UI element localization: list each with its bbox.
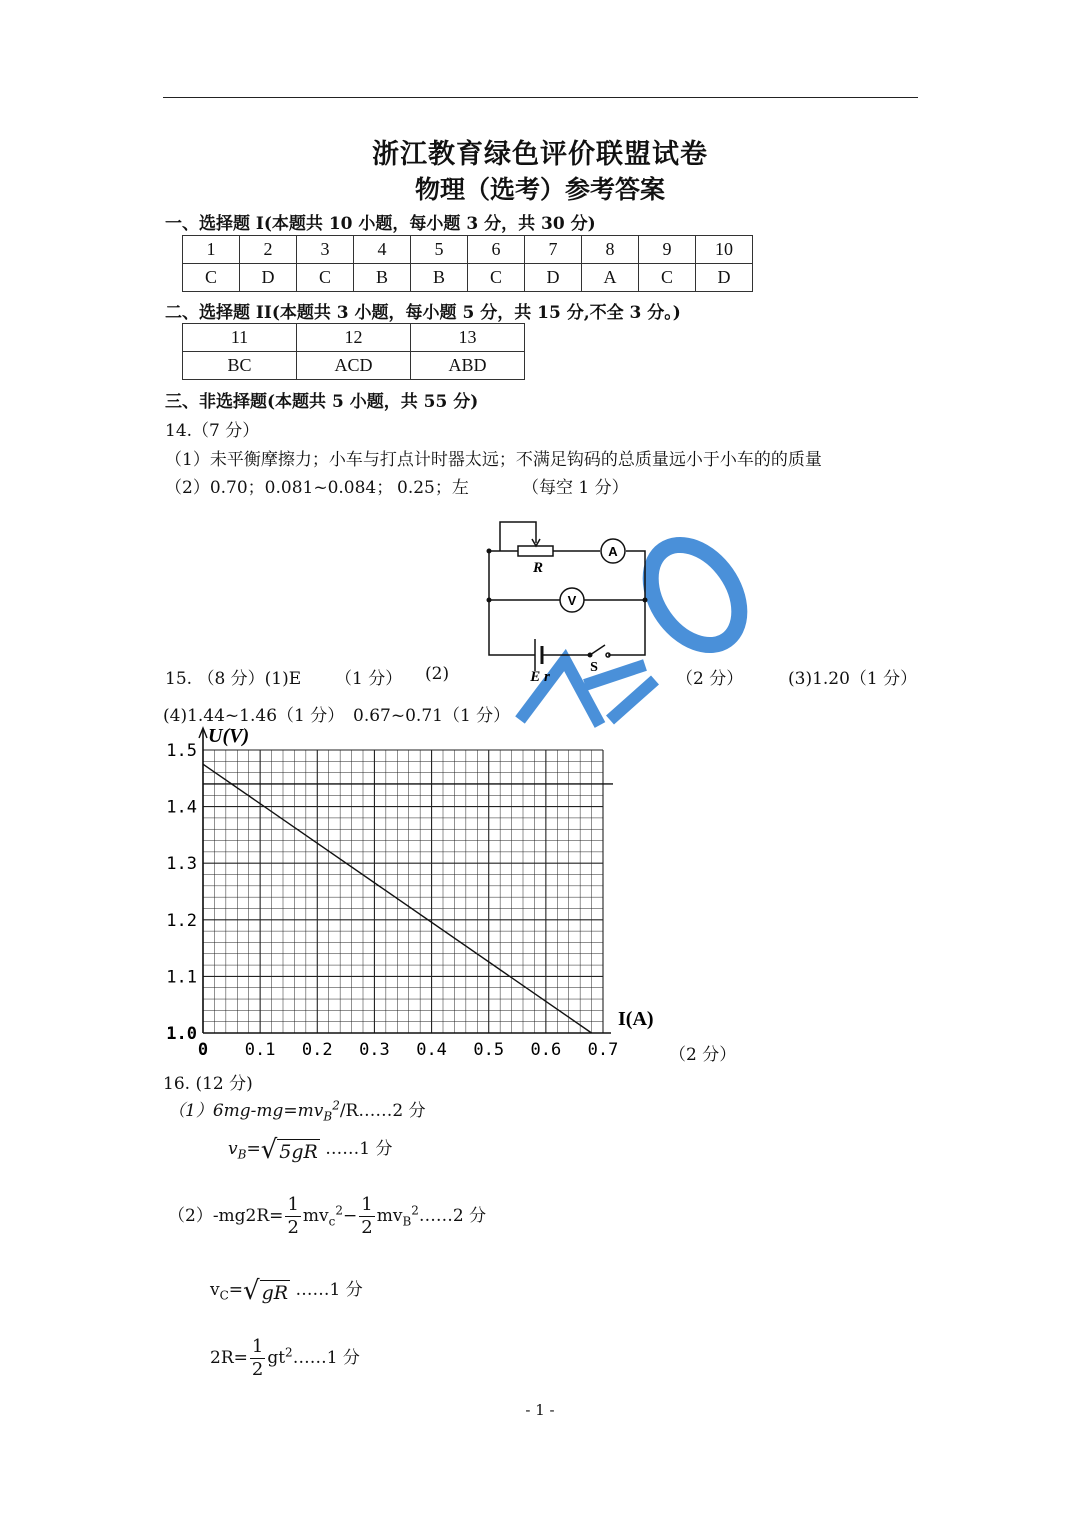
q15-line1-b: （1 分）: [335, 669, 403, 689]
table-cell: C: [639, 264, 696, 292]
y-tick-label: 1.2: [166, 910, 197, 931]
q16-eq1-tail: /R……2 分: [339, 1101, 426, 1121]
table-cell: 3: [297, 236, 354, 264]
q16-r-eq: [210, 1338, 360, 1379]
q16-vb-sub: B: [237, 1147, 247, 1162]
fraction-half: [285, 1196, 300, 1237]
q16-eq2-sup2: 2: [411, 1203, 419, 1218]
q16-vc-eq-sign: =: [228, 1280, 244, 1300]
page-title: 浙江教育绿色评价联盟试卷: [372, 139, 708, 170]
circuit-node: [487, 598, 492, 603]
table-cell: ABD: [411, 352, 525, 380]
q14-part2: （2）0.70；0.081~0.084；: [165, 478, 394, 498]
table-cell: D: [525, 264, 582, 292]
q16-eq2-mid2: mv: [376, 1206, 403, 1226]
resistor-symbol: [518, 546, 553, 556]
circuit-node: [588, 653, 593, 658]
q16-r-mid: gt: [267, 1348, 286, 1368]
fraction-denominator: 2: [251, 1359, 264, 1380]
q15-line2-b: 0.67~0.71（1 分）: [353, 706, 511, 726]
q16-vb-eq-sign: =: [246, 1139, 261, 1159]
chart-x-label: I(A): [618, 1008, 654, 1030]
battery-label: E r: [530, 669, 550, 685]
switch-label: S: [590, 660, 598, 675]
q16-eq2-sub2: B: [402, 1214, 412, 1229]
q16-vb-tail: ……1 分: [325, 1139, 393, 1159]
q15-line2-a: (4)1.44~1.46（1 分）: [163, 706, 345, 726]
chart-y-label: [208, 725, 249, 747]
fraction-numerator: 1: [251, 1336, 264, 1357]
table-cell: 5: [411, 236, 468, 264]
table-row: [183, 264, 753, 292]
table-row: [183, 352, 525, 380]
chart-axes: [199, 728, 611, 1033]
q16-vb-pre: v: [228, 1139, 238, 1159]
x-tick-label: 0.1: [244, 1040, 276, 1060]
q15-graph-score: （2 分）: [669, 1045, 737, 1065]
table-cell: C: [183, 264, 240, 292]
fraction-numerator: 1: [361, 1194, 373, 1215]
page-subtitle: 物理（选考）参考答案: [414, 175, 665, 204]
table-cell: B: [354, 264, 411, 292]
table-cell: C: [468, 264, 525, 292]
table-cell: 7: [525, 236, 582, 264]
x-tick-label: 0.6: [530, 1040, 562, 1060]
fraction-half: [359, 1196, 374, 1237]
u-i-chart: [160, 722, 680, 1067]
q16-vc-radicand: gR: [261, 1281, 289, 1304]
section2-heading: 二、选择题 II(本题共 3 小题，每小题 5 分，共 15 分,不全 3 分。): [165, 303, 681, 323]
top-rule: [163, 97, 918, 98]
q16-vc-sub: C: [219, 1288, 229, 1303]
radical-sign: √: [243, 1275, 260, 1306]
table-cell: 10: [696, 236, 753, 264]
q16-r-tail: ……1 分: [292, 1348, 360, 1368]
table-cell: D: [240, 264, 297, 292]
y-tick-label: 1.5: [166, 741, 197, 761]
q16-r-sup: 2: [285, 1345, 293, 1360]
circuit-wire-right: [608, 551, 645, 655]
x-tick-label: 0.5: [473, 1040, 505, 1060]
fraction-denominator: 2: [287, 1217, 299, 1238]
fraction-denominator: 2: [361, 1217, 373, 1238]
table-cell: C: [297, 264, 354, 292]
x-tick-label: 0.4: [416, 1040, 447, 1060]
ammeter-label: A: [608, 544, 618, 559]
chart-grid: [203, 750, 603, 1033]
table-cell: 4: [354, 236, 411, 264]
q16-vb-radicand: 5gR: [279, 1140, 318, 1163]
section1-answer-table: [182, 235, 753, 292]
q16-label: 16. (12 分): [163, 1074, 253, 1094]
chart-y-label-text: U(V): [208, 725, 250, 747]
table-cell: A: [582, 264, 639, 292]
circuit-diagram: [480, 515, 660, 685]
radical-sign: √: [260, 1134, 278, 1165]
q16-eq2-tail: ……2 分: [418, 1206, 487, 1226]
q16-vc-eq: [210, 1275, 363, 1306]
table-cell: 6: [468, 236, 525, 264]
table-row: [183, 236, 753, 264]
y-tick-label: 1.0: [166, 1024, 197, 1044]
fraction-numerator: 1: [287, 1194, 299, 1215]
x-tick-label: 0.7: [587, 1040, 619, 1060]
y-tick-label: 1.4: [166, 797, 197, 818]
voltmeter-label: V: [567, 593, 577, 608]
table-row: [183, 324, 525, 352]
section2-answer-table: [182, 323, 525, 380]
section3-heading: 三、非选择题(本题共 5 小题，共 55 分): [165, 392, 479, 412]
y-tick-label: 1.1: [166, 967, 197, 988]
table-cell: 8: [582, 236, 639, 264]
page-number: - 1 -: [525, 1401, 555, 1419]
table-cell: ACD: [297, 352, 411, 380]
circuit-node: [643, 598, 648, 603]
q16-eq2-sup1: 2: [335, 1203, 343, 1218]
q16-eq2-sub1: c: [328, 1214, 336, 1229]
q14-label: 14.（7 分）: [165, 421, 260, 441]
x-tick-label: 0: [197, 1040, 209, 1060]
q16-eq2-mid1: mv: [302, 1206, 329, 1226]
q14-part1: （1）未平衡摩擦力；小车与打点计时器太远；不满足钩码的总质量远小于小车的的质量: [165, 450, 822, 470]
q16-eq2-minus: −: [343, 1206, 358, 1226]
resistor-label: R: [532, 560, 544, 576]
switch-blade: [590, 645, 605, 655]
x-tick-label: 0.3: [359, 1040, 390, 1060]
q16-eq2: [168, 1196, 486, 1237]
q16-eq2-pre: （2）-mg2R=: [168, 1206, 284, 1226]
sqrt-symbol: [261, 1135, 320, 1165]
circuit-wire-left: [489, 551, 535, 655]
sqrt-symbol: [243, 1276, 290, 1306]
x-tick-label: 0.2: [301, 1040, 333, 1060]
table-cell: B: [411, 264, 468, 292]
q16-eq1: [168, 1096, 426, 1123]
chart-lines: [203, 764, 613, 1033]
table-cell: 2: [240, 236, 297, 264]
y-tick-label: 1.3: [166, 854, 197, 875]
q16-vb-eq: [228, 1134, 392, 1165]
q14-part2b: 0.25；左: [397, 478, 469, 498]
q16-eq1-main: （1）6mg-mg=mv: [168, 1101, 324, 1121]
q15-line1-c: (2): [425, 664, 450, 684]
q15-line1-d: （2 分）: [676, 669, 744, 689]
table-cell: 11: [183, 324, 297, 352]
q16-vc-pre: v: [210, 1280, 220, 1300]
q16-r-pre: 2R=: [210, 1348, 248, 1368]
table-cell: 12: [297, 324, 411, 352]
q16-vc-tail: ……1 分: [295, 1280, 363, 1300]
q16-eq1-sub: B: [323, 1109, 333, 1124]
q14-part2c: （每空 1 分）: [522, 478, 629, 498]
circuit-node: [487, 549, 492, 554]
table-cell: 9: [639, 236, 696, 264]
q15-line1-a: 15. （8 分）(1)E: [165, 669, 302, 689]
fraction-half: [250, 1338, 265, 1379]
q16-eq1-sup: 2: [332, 1098, 340, 1113]
q15-line1-e: (3)1.20（1 分）: [788, 669, 918, 689]
chart-ticks: [166, 741, 618, 1060]
table-cell: 13: [411, 324, 525, 352]
section1-heading: 一、选择题 I(本题共 10 小题，每小题 3 分，共 30 分): [165, 214, 596, 234]
table-cell: D: [696, 264, 753, 292]
table-cell: BC: [183, 352, 297, 380]
table-cell: 1: [183, 236, 240, 264]
